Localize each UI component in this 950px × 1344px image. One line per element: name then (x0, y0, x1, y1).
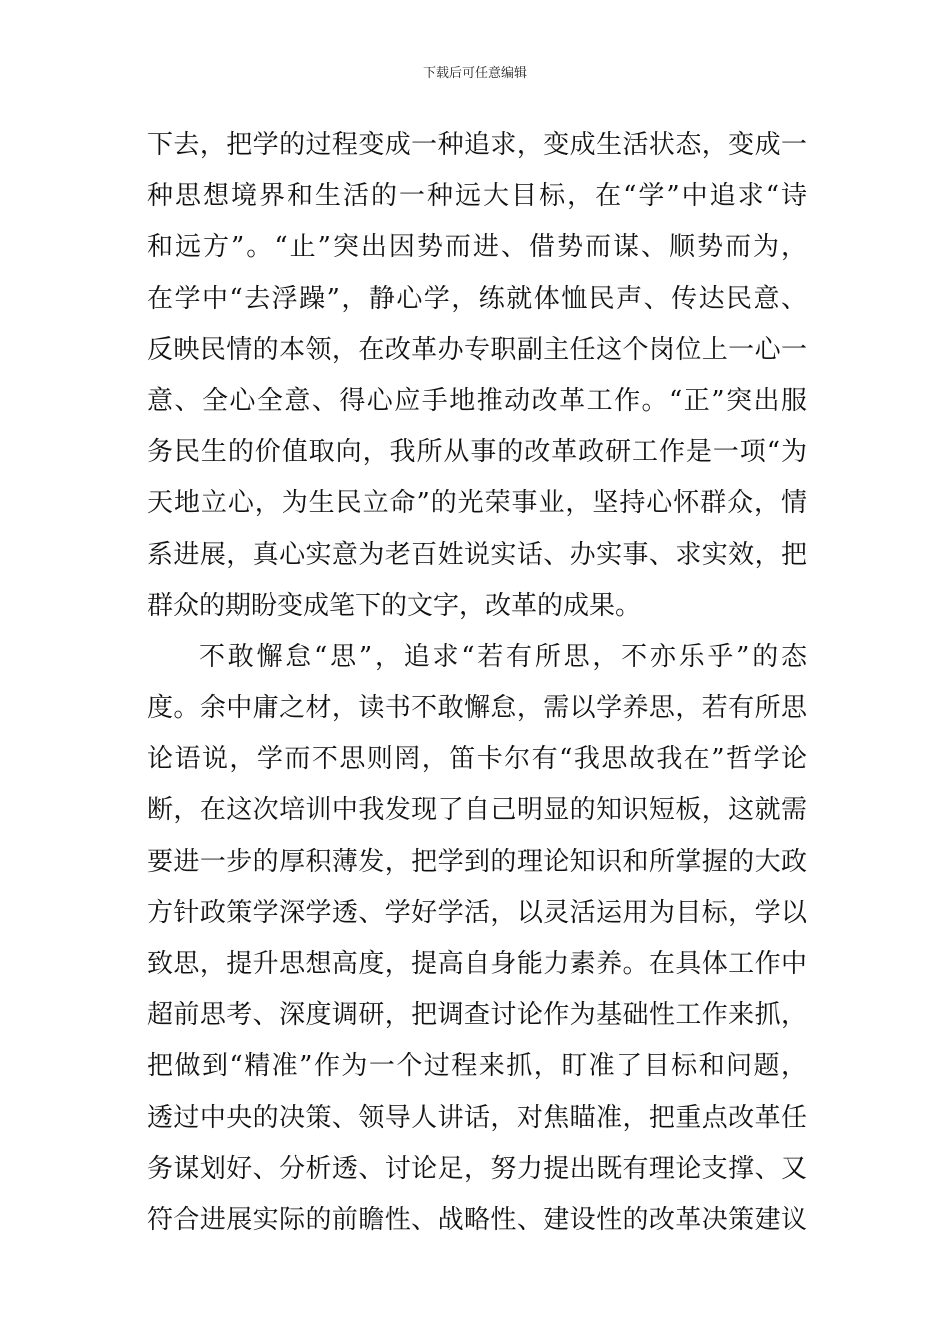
text-line: 下去，把学的过程变成一种追求，变成生活状态，变成一 (147, 130, 807, 160)
paragraph-1 (147, 120, 807, 632)
text-line: 种思想境界和生活的一种远大目标，在“学”中追求“诗 (147, 181, 807, 212)
text-line: 系进展，真心实意为老百姓说实话、办实事、求实效，把 (147, 539, 807, 570)
paragraph-2 (147, 632, 807, 1246)
text-line: 务民生的价值取向，我所从事的改革政研工作是一项“为 (147, 437, 807, 468)
text-line: 方针政策学深学透、学好学活，以灵活运用为目标，学以 (147, 897, 807, 928)
page-header: 下载后可任意编辑 (422, 66, 527, 81)
text-line: 透过中央的决策、领导人讲话，对焦瞄准，把重点改革任 (147, 1102, 807, 1133)
text-line: 反映民情的本领，在改革办专职副主任这个岗位上一心一 (147, 334, 807, 365)
text-line: 不敢懈怠“思”，追求“若有所思，不亦乐乎”的态 (199, 641, 807, 672)
document-body (147, 120, 807, 1246)
text-line: 天地立心，为生民立命”的光荣事业，坚持心怀群众，情 (147, 488, 807, 519)
text-line: 致思，提升思想高度，提高自身能力素养。在具体工作中 (147, 949, 807, 979)
text-line: 群众的期盼变成笔下的文字，改革的成果。 (147, 590, 642, 621)
text-line: 度。余中庸之材，读书不敢懈怠，需以学养思，若有所思 (147, 693, 807, 724)
text-line: 论语说，学而不思则罔，笛卡尔有“我思故我在”哲学论 (147, 744, 807, 775)
text-line: 符合进展实际的前瞻性、战略性、建设性的改革决策建议 (147, 1204, 807, 1235)
text-line: 把做到“精准”作为一个过程来抓，盯准了目标和问题， (147, 1051, 807, 1082)
text-line: 和远方”。“止”突出因势而进、借势而谋、顺势而为， (147, 232, 807, 263)
text-line: 要进一步的厚积薄发，把学到的理论知识和所掌握的大政 (147, 846, 807, 877)
text-line: 在学中“去浮躁”，静心学，练就体恤民声、传达民意、 (147, 283, 807, 314)
text-line: 断，在这次培训中我发现了自己明显的知识短板，这就需 (147, 795, 807, 826)
text-line: 超前思考、深度调研，把调查讨论作为基础性工作来抓， (147, 1000, 807, 1031)
text-line: 意、全心全意、得心应手地推动改革工作。“正”突出服 (147, 385, 807, 416)
text-line: 务谋划好、分析透、讨论足，努力提出既有理论支撑、又 (147, 1153, 807, 1184)
